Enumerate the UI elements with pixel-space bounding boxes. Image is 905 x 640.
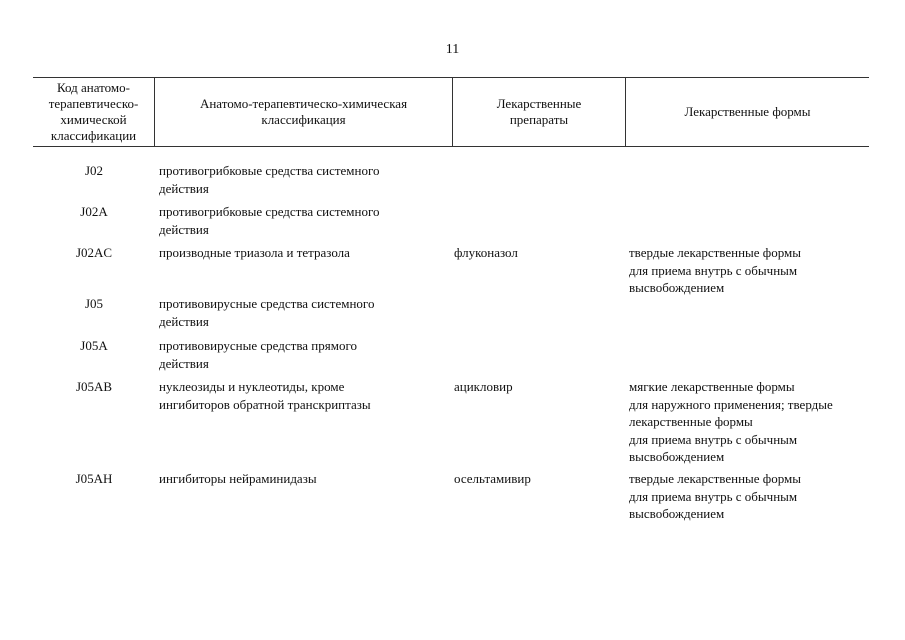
header-code-line: классификации <box>50 128 137 143</box>
row-classification <box>159 162 449 197</box>
row-forms <box>629 470 869 523</box>
row-code: J05A <box>80 338 108 353</box>
row-code: J02A <box>80 204 108 219</box>
row-classification-line: производные триазола и тетразола <box>159 245 350 260</box>
row-forms <box>629 378 869 466</box>
header-drugs-line: Лекарственные <box>496 96 582 111</box>
row-code: J05AH <box>75 471 113 486</box>
row-code: J02AC <box>75 245 113 260</box>
row-forms <box>629 244 869 297</box>
row-classification-line: противовирусные средства системного <box>159 296 375 311</box>
row-classification-line: действия <box>159 355 209 371</box>
table-header <box>33 77 869 147</box>
header-code-line: терапевтическо- <box>48 96 139 111</box>
row-forms-line: твердые лекарственные формы <box>629 245 801 260</box>
row-forms-line: высвобождением <box>629 280 725 295</box>
row-classification <box>159 244 449 262</box>
row-forms-line: для приема внутрь с обычным <box>629 262 798 278</box>
header-forms-line: Лекарственные формы <box>684 104 811 119</box>
row-classification-line: действия <box>159 313 209 329</box>
row-classification-line: противогрибковые средства системного <box>159 163 380 178</box>
header-code-line: химической <box>60 112 127 127</box>
row-forms-line: мягкие лекарственные формы <box>629 379 795 394</box>
header-classification-line: Анатомо-терапевтическо-химическая <box>199 96 408 111</box>
header-forms <box>626 78 869 146</box>
row-drug: флуконазол <box>454 245 518 260</box>
row-classification-line: ингибиторов обратной транскриптазы <box>159 396 371 412</box>
row-classification <box>159 337 449 372</box>
row-forms-line: лекарственные формы <box>629 414 753 429</box>
row-classification-line: действия <box>159 221 209 237</box>
row-forms-line: высвобождением <box>629 506 725 521</box>
row-classification-line: противовирусные средства прямого <box>159 338 357 353</box>
row-classification <box>159 203 449 238</box>
row-forms-line: высвобождением <box>629 449 725 464</box>
header-drugs-line: препараты <box>509 112 569 127</box>
header-classification <box>155 78 453 146</box>
header-drugs <box>453 78 626 146</box>
row-classification-line: действия <box>159 180 209 196</box>
row-classification <box>159 295 449 330</box>
row-forms-line: твердые лекарственные формы <box>629 471 801 486</box>
row-code: J05 <box>84 296 104 311</box>
header-code <box>33 78 155 146</box>
row-forms-line: для наружного применения; твердые <box>629 396 833 412</box>
row-code: J05AB <box>75 379 113 394</box>
row-classification <box>159 470 449 488</box>
row-forms-line: для приема внутрь с обычным <box>629 488 798 504</box>
header-code-line: Код анатомо- <box>57 80 130 95</box>
row-classification <box>159 378 449 413</box>
page-number: 11 <box>445 42 460 57</box>
row-code: J02 <box>84 163 104 178</box>
row-classification-line: противогрибковые средства системного <box>159 204 380 219</box>
row-forms-line: для приема внутрь с обычным <box>629 431 798 447</box>
header-classification-line: классификация <box>261 112 346 127</box>
row-drug: ацикловир <box>454 379 513 394</box>
row-drug: осельтамивир <box>454 471 531 486</box>
row-classification-line: нуклеозиды и нуклеотиды, кроме <box>159 379 345 394</box>
row-classification-line: ингибиторы нейраминидазы <box>159 471 317 486</box>
